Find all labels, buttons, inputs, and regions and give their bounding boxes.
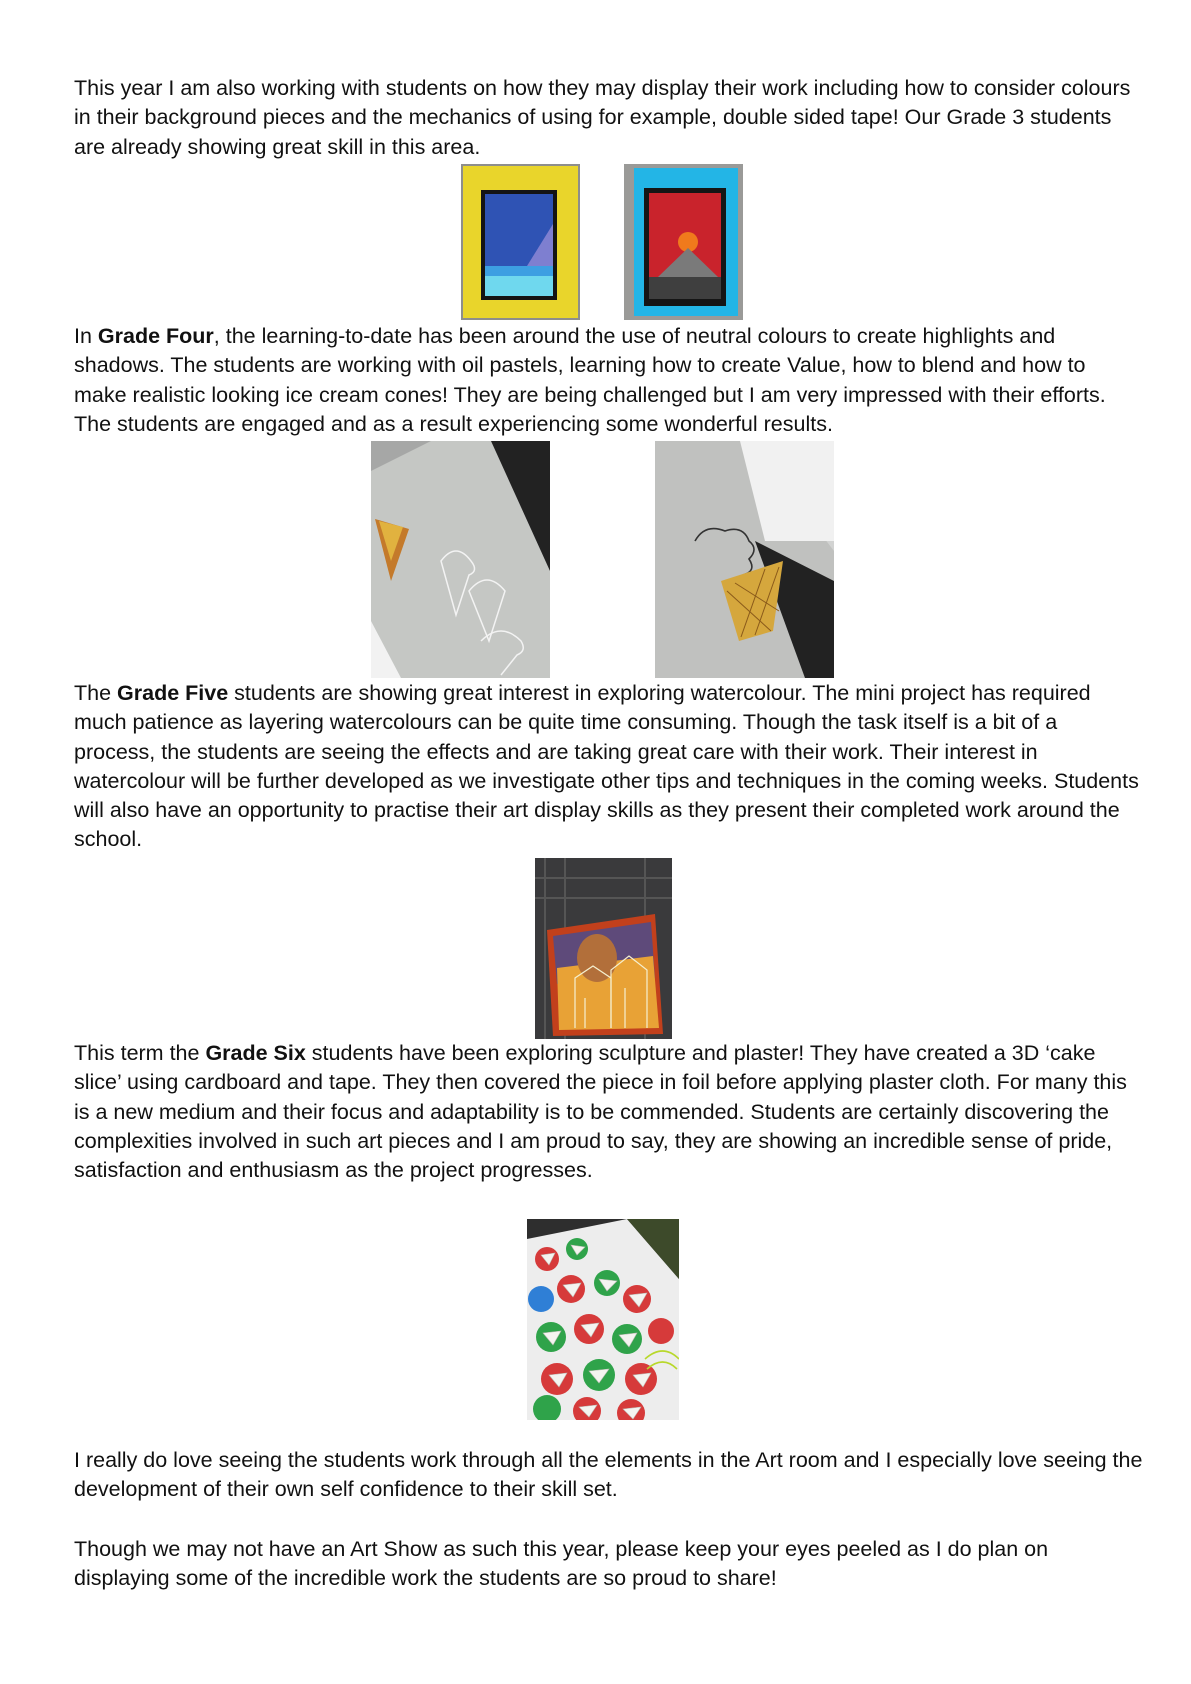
grade5-paragraph xyxy=(74,679,1144,855)
grade6-heading: Grade Six xyxy=(205,1041,306,1065)
grade3-artwork-photo-right xyxy=(624,164,743,320)
grade6-paragraph xyxy=(74,1039,1144,1185)
grade6-pre: This term the xyxy=(74,1041,206,1065)
grade4-post: , the learning-to-date has been around the use of neutral colours to create highlights and shadows. The students are working with oil pastels, learning how to create Value, how to blend and how to make realistic looking ice cream cones! They are being challenged but I am very impressed with their efforts. The students are engaged and as a result experiencing some wonderful results. xyxy=(74,324,1106,436)
grade4-paragraph xyxy=(74,322,1144,439)
grade6-cake-slice-photo xyxy=(527,1219,679,1420)
grade5-pre: The xyxy=(74,681,118,705)
closing-paragraph-1: I really do love seeing the students work through all the elements in the Art room and I especially love seeing the development of their own self confidence to their skill set. xyxy=(74,1448,1143,1502)
intro-paragraph: This year I am also working with students on how they may display their work including how to consider colours in their background pieces and the mechanics of using for example, double sided tape! Our Grade 3 students are already showing great skill in this area. xyxy=(74,76,1131,159)
grade4-pre: In xyxy=(74,324,98,348)
grade3-artwork-photo-left xyxy=(461,164,580,320)
grade4-heading: Grade Four xyxy=(97,324,214,348)
grade4-icecream-photo-right xyxy=(655,441,834,678)
grade5-post: students are showing great interest in exploring watercolour. The mini project has required much patience as layering watercolours can be quite time consuming. Though the task itself is a bit of a process, the students are seeing the effects and are taking great care with their work. Their interest in watercolour will be further developed as we investigate other tips and techniques in the coming weeks. Students will also have an opportunity to practise their art display skills as they present their completed work around the school. xyxy=(74,681,1139,852)
grade5-heading: Grade Five xyxy=(117,681,229,705)
grade5-watercolour-photo xyxy=(535,858,672,1039)
grade4-icecream-photo-left xyxy=(371,441,550,678)
closing-paragraph-2: Though we may not have an Art Show as such this year, please keep your eyes peeled as I do plan on displaying some of the incredible work the students are so proud to share! xyxy=(74,1537,1049,1591)
grade6-post: students have been exploring sculpture and plaster! They have created a 3D ‘cake slice’ using cardboard and tape. They then covered the piece in foil before applying plaster cloth. For many this is a new medium and their focus and adaptability is to be commended. Students are certainly discovering the complexities involved in such art pieces and I am proud to say, they are showing an incredible sense of pride, satisfaction and enthusiasm as the project progresses. xyxy=(74,1041,1127,1183)
